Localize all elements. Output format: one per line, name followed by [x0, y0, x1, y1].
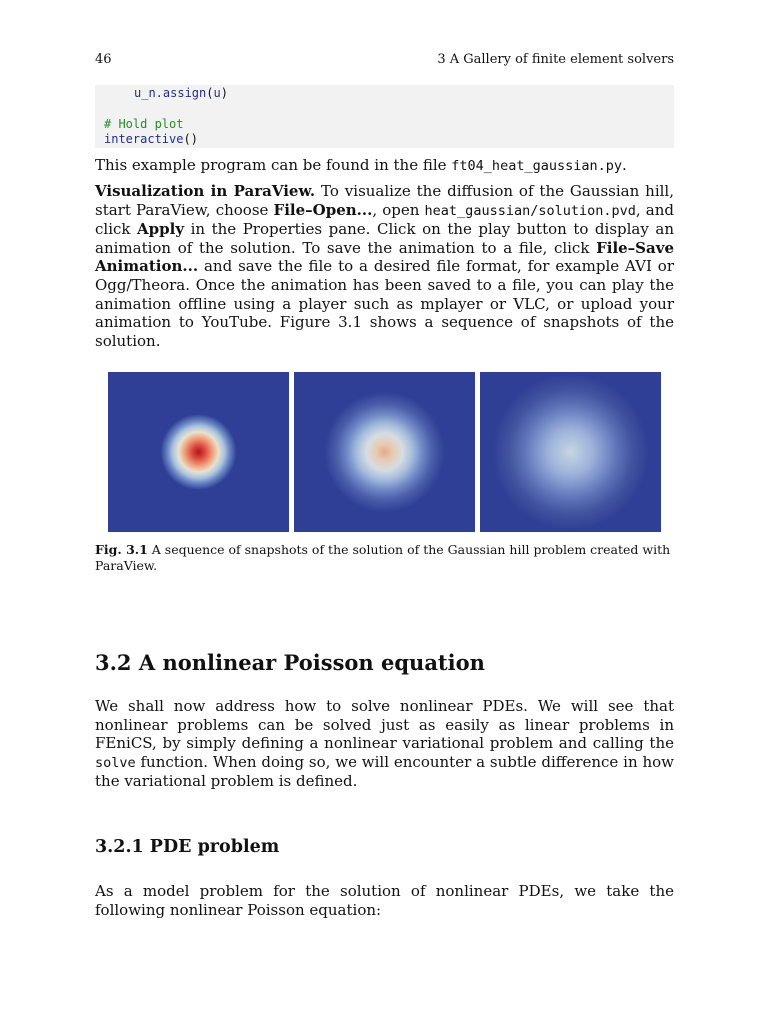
code-line-assign	[134, 86, 228, 102]
file-note-end: .	[621, 156, 627, 174]
paraview-text-2: , open	[372, 200, 425, 219]
menu-save-animation: File–Save Animation...	[95, 238, 674, 276]
subsection-paragraph: As a model problem for the solution of nonlinear PDEs, we take the following nonlinear Poisson equation:	[95, 882, 674, 919]
code-comment: # Hold plot	[104, 117, 184, 131]
code-paren-open: (	[206, 86, 214, 100]
subsection-title: 3.2.1 PDE problem	[95, 837, 280, 857]
section-title: 3.2 A nonlinear Poisson equation	[95, 650, 485, 675]
menu-file-open: File–Open...	[273, 200, 373, 219]
paraview-paragraph	[95, 182, 674, 350]
section-intro-text-1: We shall now address how to solve nonlinear PDEs. We will see that nonlinear problems can be solved just as easily as linear problems in FEniCS, by simply defining a nonlinear variational problem and calling the	[95, 697, 674, 753]
file-note	[95, 156, 674, 176]
solve-function-name: solve	[95, 754, 136, 771]
caption-text: A sequence of snapshots of the solution of the Gaussian hill problem created with ParaView.	[95, 542, 671, 573]
code-function-name: interactive	[104, 132, 184, 146]
code-line-interactive	[104, 132, 198, 148]
code-assign-call: u_n.assign	[134, 86, 207, 100]
snapshot-2	[294, 372, 475, 532]
snapshot-1	[108, 372, 289, 532]
paraview-heading: Visualization in ParaView.	[95, 182, 316, 200]
code-listing	[95, 85, 674, 148]
snapshot-3	[480, 372, 661, 532]
paraview-text-1: To visualize the diffusion of the Gaussian hill, start ParaView, choose	[95, 182, 674, 219]
chapter-title: 3 A Gallery of finite element solvers	[437, 52, 674, 67]
paraview-text-4: in the Properties pane. Click on the play button to display an animation of the solution. To save the animation to a file, click	[95, 220, 674, 257]
page-number: 46	[95, 52, 112, 67]
paraview-text-3: , and click	[95, 200, 674, 239]
file-note-text: This example program can be found in the file	[95, 156, 452, 174]
paraview-text-5: and save the file to a desired file format, for example AVI or Ogg/Theora. Once the animation has been saved to a file, you can play the animation offline using a player such as mplayer or VLC, or upload your animation to YouTube. Figure 3.1 shows a sequence of snapshots of the solution.	[95, 257, 674, 350]
figure-3-1	[108, 372, 661, 532]
solution-path: heat_gaussian/solution.pvd	[424, 202, 636, 219]
code-paren-close: )	[220, 86, 228, 100]
figure-caption	[95, 542, 674, 573]
figure-label: Fig. 3.1	[95, 542, 148, 557]
apply-label: Apply	[137, 220, 185, 239]
section-intro-paragraph	[95, 697, 674, 791]
section-intro-text-2: function. When doing so, we will encounter a subtle difference in how the variational problem is defined.	[95, 752, 674, 791]
page-header	[95, 52, 674, 70]
file-name: ft04_heat_gaussian.py	[451, 158, 622, 174]
code-call-parens: ()	[183, 132, 198, 146]
code-arg: u	[213, 86, 221, 100]
